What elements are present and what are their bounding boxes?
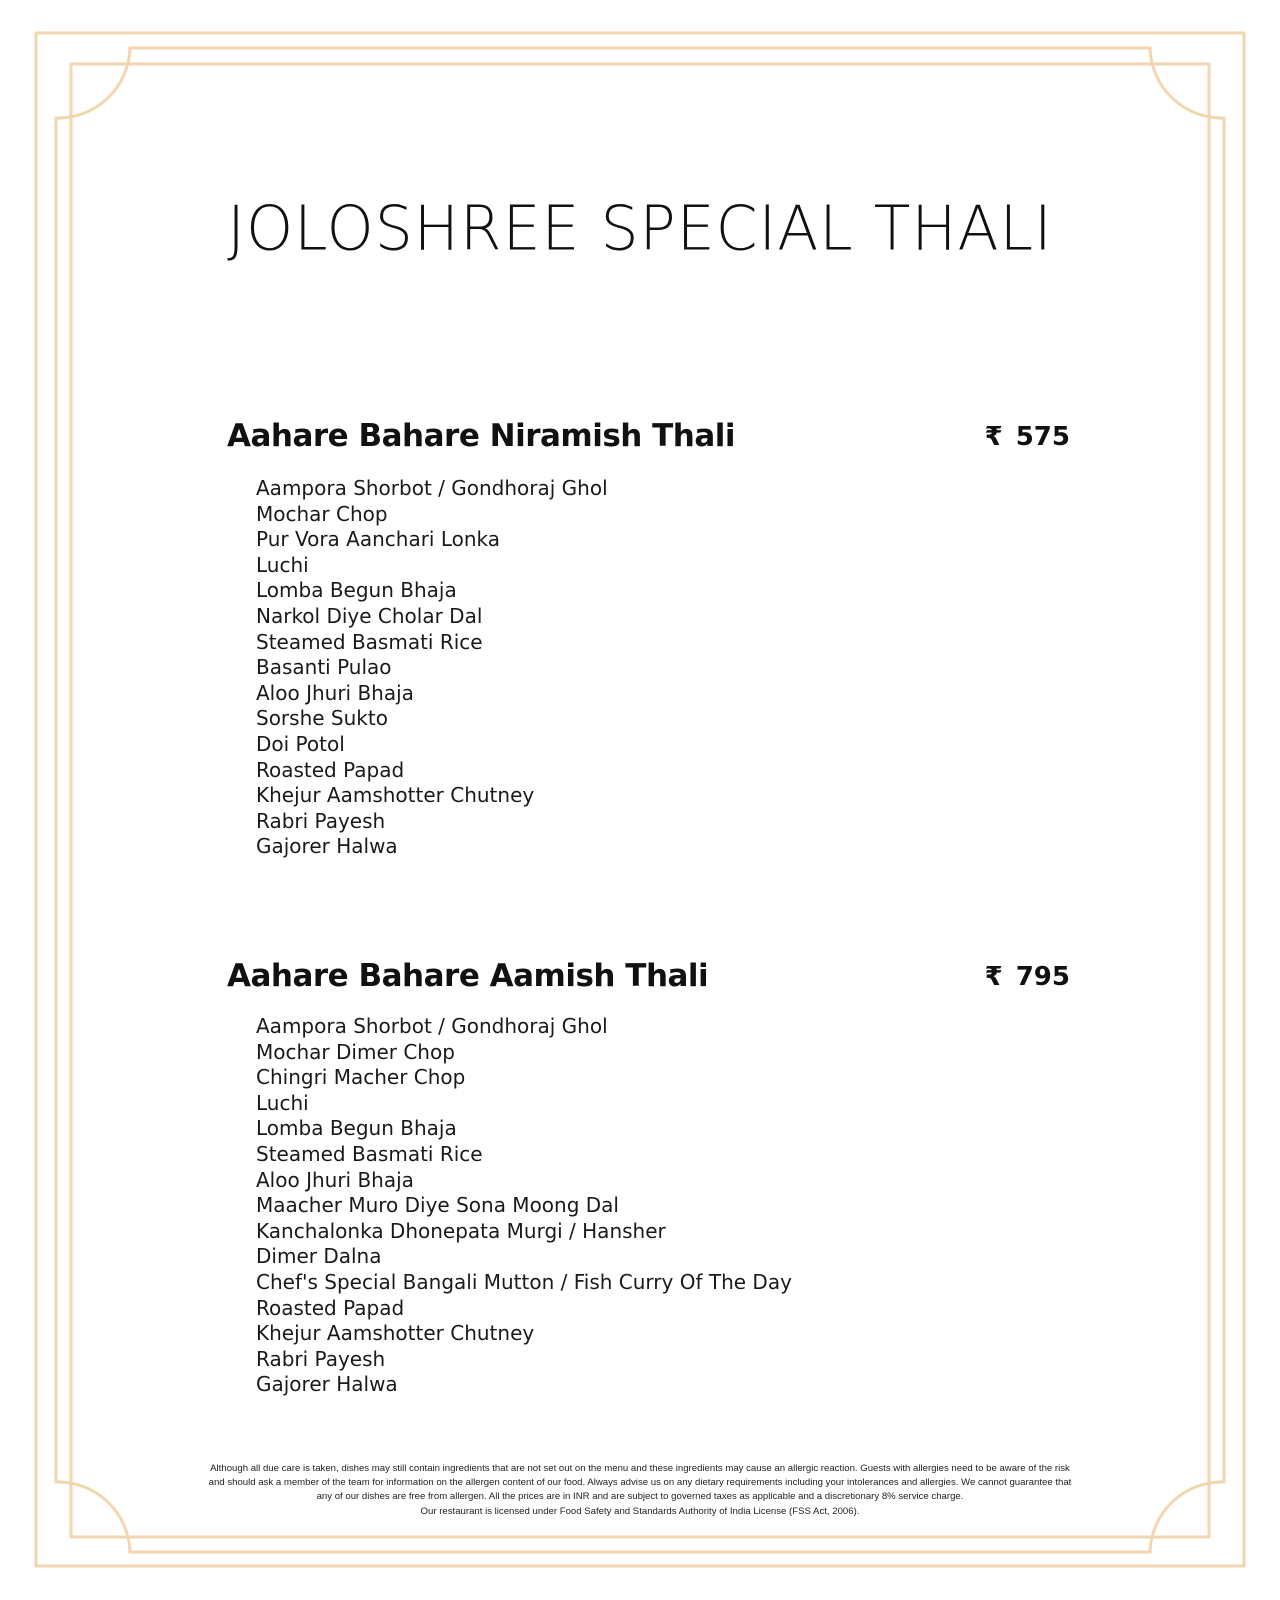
menu-item: Rabri Payesh (256, 808, 386, 833)
disclaimer-line: Although all due care is taken, dishes may still contain ingredients that are not set out on the menu and these ingredients may cause an allergic reaction. Guests with allergies need to be aware of the risk (210, 1463, 1070, 1474)
section-header (0, 958, 1280, 1008)
menu-item: Narkol Diye Cholar Dal (256, 603, 483, 628)
menu-item: Basanti Pulao (256, 655, 392, 680)
menu-item: Rabri Payesh (256, 1346, 386, 1371)
menu-item: Pur Vora Aanchari Lonka (256, 527, 501, 552)
menu-item: Khejur Aamshotter Chutney (256, 783, 535, 808)
menu-item: Luchi (256, 1090, 309, 1115)
menu-item: Lomba Begun Bhaja (256, 578, 457, 603)
section-price: ₹ 575 (984, 422, 1070, 452)
menu-item: Gajorer Halwa (256, 834, 398, 859)
menu-item: Aampora Shorbot / Gondhoraj Ghol (256, 1014, 608, 1038)
menu-item-list (256, 1014, 792, 1398)
menu-item: Mochar Dimer Chop (256, 1039, 455, 1064)
menu-item: Steamed Basmati Rice (256, 629, 483, 654)
menu-item: Mochar Chop (256, 501, 388, 526)
menu-item: Chingri Macher Chop (256, 1065, 466, 1090)
menu-item: Maacher Muro Diye Sona Moong Dal (256, 1193, 619, 1218)
menu-item: Chef's Special Bangali Mutton / Fish Curry Of The Day (256, 1269, 792, 1294)
menu-item: Aloo Jhuri Bhaja (256, 1167, 414, 1192)
disclaimer-line: and should ask a member of the team for information on the allergen content of our food. Always advise us on any dietary requirements including your intolerances and allergies. We cannot guarantee that (208, 1477, 1072, 1489)
niramish-thali-section (0, 418, 1280, 859)
menu-item: Kanchalonka Dhonepata Murgi / Hansher (256, 1218, 666, 1243)
menu-item: Gajorer Halwa (256, 1372, 398, 1397)
disclaimer-line: any of our dishes are free from allergen. All the prices are in INR and are subject to governed taxes as applicable and a discretionary 8% service charge. (316, 1491, 964, 1503)
menu-item: Roasted Papad (256, 757, 405, 782)
menu-item: Doi Potol (256, 731, 345, 756)
section-title: Aahare Bahare Aamish Thali (227, 958, 709, 994)
aamish-thali-section (0, 958, 1280, 1397)
allergen-disclaimer (130, 1462, 1150, 1519)
section-header (0, 418, 1280, 468)
page-title: JOLOSHREE SPECIAL THALI (227, 193, 1053, 265)
menu-item: Lomba Begun Bhaja (256, 1116, 457, 1141)
menu-item: Aampora Shorbot / Gondhoraj Ghol (256, 476, 608, 500)
menu-item: Luchi (256, 552, 309, 577)
menu-item-list (256, 476, 608, 860)
menu-item: Roasted Papad (256, 1295, 405, 1320)
menu-item: Khejur Aamshotter Chutney (256, 1321, 535, 1346)
menu-item: Steamed Basmati Rice (256, 1141, 483, 1166)
menu-item: Dimer Dalna (256, 1244, 382, 1269)
section-title: Aahare Bahare Niramish Thali (227, 418, 736, 454)
menu-item: Sorshe Sukto (256, 706, 388, 731)
license-line: Our restaurant is licensed under Food Safety and Standards Authority of India License (FSS Act, 2006). (420, 1505, 860, 1517)
menu-item: Aloo Jhuri Bhaja (256, 680, 414, 705)
section-price: ₹ 795 (984, 962, 1070, 992)
